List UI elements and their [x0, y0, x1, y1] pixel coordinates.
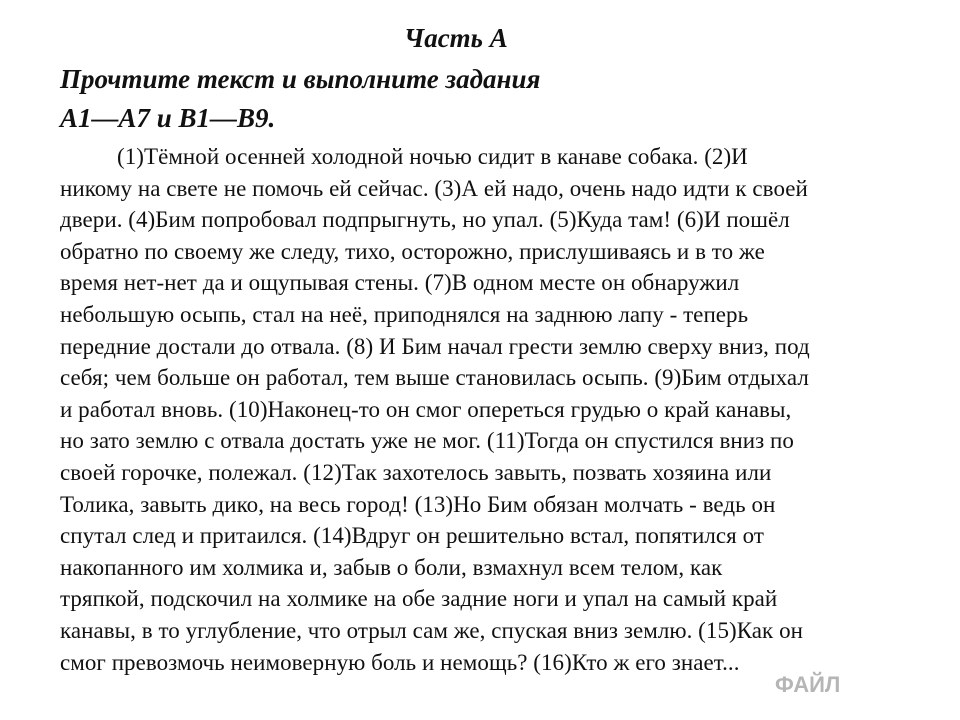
text-line-10: но зато землю с отвала достать уже не мог. (11)Тогда он спустился вниз по: [60, 428, 794, 454]
text-line-15: тряпкой, подскочил на холмике на обе задние ноги и упал на самый край: [60, 586, 778, 612]
text-line-3: двери. (4)Бим попробовал подпрыгнуть, но упал. (5)Куда там! (6)И пошёл: [60, 207, 790, 233]
text-line-11: своей горочке, полежал. (12)Так захотелось завыть, позвать хозяина или: [60, 459, 772, 485]
text-line-7: передние достали до отвала. (8) И Бим начал грести землю сверху вниз, под: [60, 333, 810, 359]
part-title: Часть А: [404, 23, 508, 53]
text-line-14: накопанного им холмика и, забыв о боли, взмахнул всем телом, как: [60, 554, 723, 580]
text-line-16: канавы, в то углубление, что отрыл сам же, спуская вниз землю. (15)Как он: [60, 617, 803, 643]
text-line-2: никому на свете не помочь ей сейчас. (3)А ей надо, очень надо идти к своей: [60, 175, 808, 201]
passage-text: [60, 141, 920, 678]
text-line-9: и работал вновь. (10)Наконец-то он смог опереться грудью о край канавы,: [60, 396, 792, 422]
watermark-logo: ФАЙЛ: [775, 672, 841, 697]
instruction-line-2: А1—А7 и В1—В9.: [60, 103, 276, 133]
text-line-4: обратно по своему же следу, тихо, осторожно, прислушиваясь и в то же: [60, 238, 765, 264]
instruction-line-1: Прочтите текст и выполните задания: [60, 64, 541, 94]
text-line-17: смог превозмочь неимоверную боль и немощь? (16)Кто ж его знает...: [60, 649, 740, 675]
text-line-8: себя; чем больше он работал, тем выше становилась осыпь. (9)Бим отдыхал: [60, 365, 809, 391]
text-line-13: спутал след и притаился. (14)Вдруг он решительно встал, попятился от: [60, 523, 764, 549]
text-line-12: Толика, завыть дико, на весь город! (13)Но Бим обязан молчать - ведь он: [60, 491, 776, 517]
text-line-6: небольшую осыпь, стал на неё, приподнялся на заднюю лапу - теперь: [60, 301, 749, 327]
text-line-1: (1)Тёмной осенней холодной ночью сидит в канаве собака. (2)И: [117, 144, 748, 169]
text-line-5: время нет-нет да и ощупывая стены. (7)В одном месте он обнаружил: [60, 270, 740, 296]
